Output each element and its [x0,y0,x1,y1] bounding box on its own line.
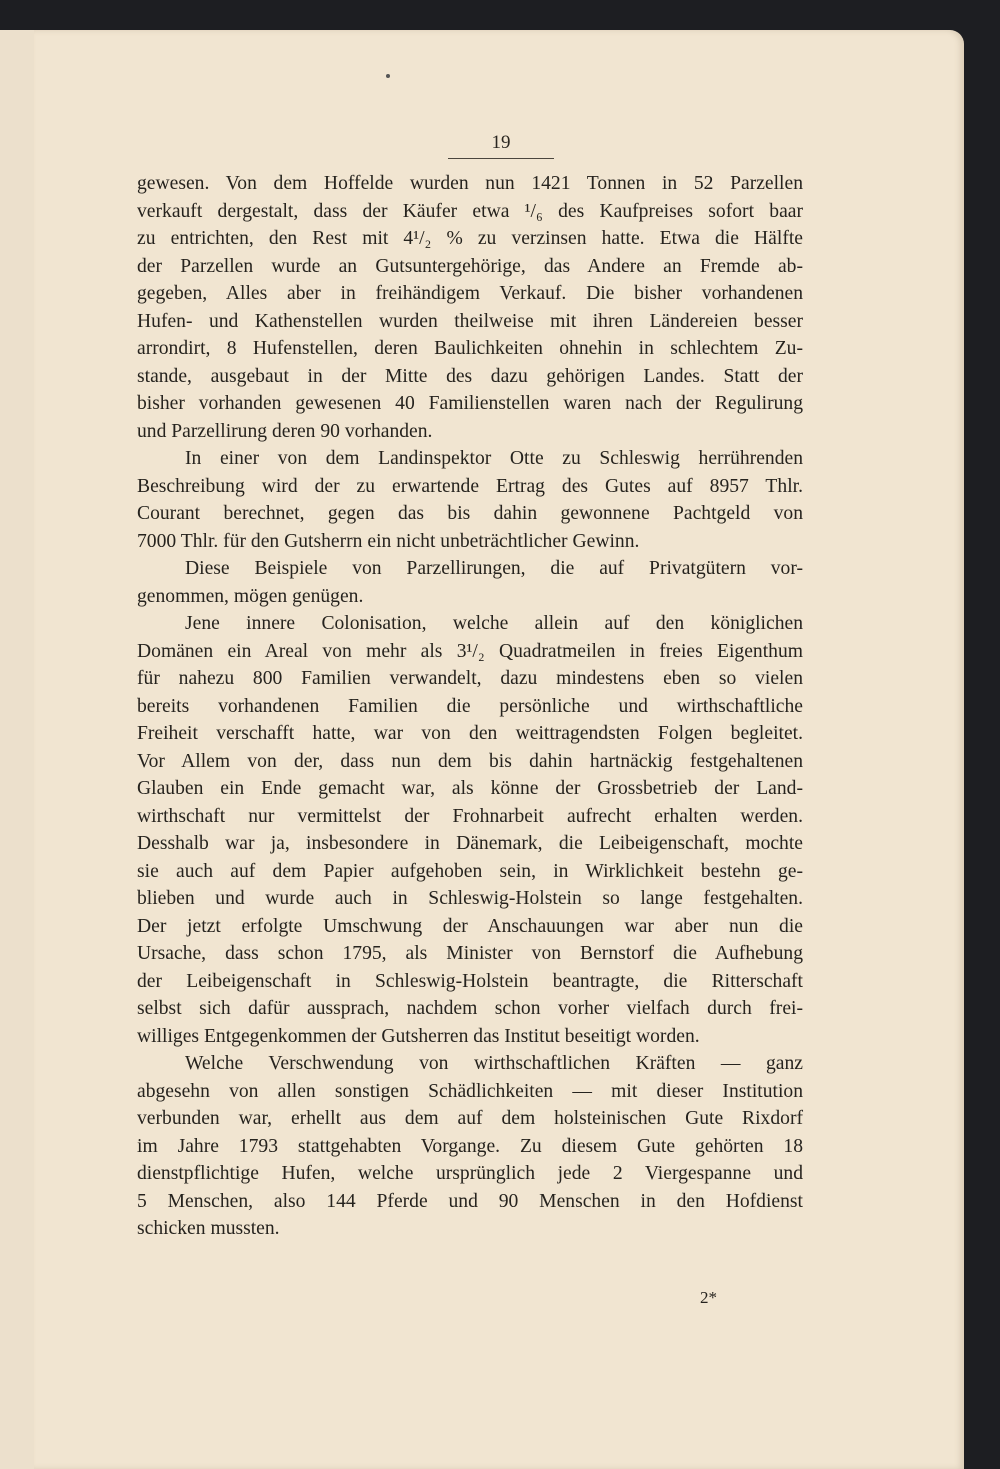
text-line: selbst sich dafür aussprach, nachdem schon vorher vielfach durch frei- [137,998,803,1019]
signature-mark: 2* [700,1288,717,1307]
text-line: Vor Allem von der, dass nun dem bis dahin hartnäckig festgehaltenen [137,750,803,772]
text-line: genommen, mögen genügen. [137,585,364,607]
page-number: 19 [448,132,554,159]
text-line: Welche Verschwendung von wirthschaftlichen Kräften — ganz [185,1053,803,1074]
text-line: und Parzellirung deren 90 vorhanden. [137,420,433,442]
body-text [137,170,803,1243]
text-line: verkauft dergestalt, dass der Käufer etwa ¹/₆ des Kaufpreises sofort baar [137,200,803,222]
text-line: In einer von dem Landinspektor Otte zu Schleswig herrührenden [185,448,803,469]
text-line: Jene innere Colonisation, welche allein auf den königlichen [185,613,803,634]
text-line: Diese Beispiele von Parzellirungen, die auf Privatgütern vor- [185,558,803,579]
text-line: Ursache, dass schon 1795, als Minister von Bernstorf die Aufhebung [137,943,803,964]
text-line: sie auch auf dem Papier aufgehoben sein, in Wirklichkeit bestehn ge- [137,860,803,882]
text-line: gegeben, Alles aber in freihändigem Verkauf. Die bisher vorhandenen [137,283,803,304]
text-line: verbunden war, erhellt aus dem auf dem holsteinischen Gute Rixdorf [137,1108,803,1129]
text-line: Der jetzt erfolgte Umschwung der Anschauungen war aber nun die [137,915,803,937]
text-line: williges Entgegenkommen der Gutsherren das Institut beseitigt worden. [137,1025,700,1047]
text-line: gewesen. Von dem Hoffelde wurden nun 1421 Tonnen in 52 Parzellen [137,173,803,194]
facing-page-edge [0,30,35,1469]
text-line: dienstpflichtige Hufen, welche ursprünglich jede 2 Viergespanne und [137,1163,803,1184]
text-line: schicken mussten. [137,1218,280,1239]
text-line: Beschreibung wird der zu erwartende Ertrag des Gutes auf 8957 Thlr. [137,475,803,497]
text-line: Courant berechnet, gegen das bis dahin gewonnene Pachtgeld von [137,503,803,524]
text-line: im Jahre 1793 stattgehabten Vorgange. Zu diesem Gute gehörten 18 [137,1135,803,1157]
text-line: der Leibeigenschaft in Schleswig-Holstein beantragte, die Ritterschaft [137,970,803,992]
text-line: Freiheit verschafft hatte, war von den weittragendsten Folgen begleitet. [137,723,803,744]
text-line: arrondirt, 8 Hufenstellen, deren Baulichkeiten ohnehin in schlechtem Zu- [137,338,803,359]
text-line: zu entrichten, den Rest mit 4¹/₂ % zu verzinsen hatte. Etwa die Hälfte [137,228,803,249]
text-line: 5 Menschen, also 144 Pferde und 90 Menschen in den Hofdienst [137,1190,803,1212]
text-line: Desshalb war ja, insbesondere in Dänemark, die Leibeigenschaft, mochte [137,833,803,854]
text-line: abgesehn von allen sonstigen Schädlichkeiten — mit dieser Institution [137,1080,803,1102]
text-line: wirthschaft nur vermittelst der Frohnarbeit aufrecht erhalten werden. [137,805,803,827]
ink-speck [386,74,390,78]
book-page [34,30,964,1469]
text-line: blieben und wurde auch in Schleswig-Holstein so lange festgehalten. [137,888,803,909]
text-line: 7000 Thlr. für den Gutsherrn ein nicht unbeträchtlicher Gewinn. [137,530,640,552]
text-line: der Parzellen wurde an Gutsuntergehörige, das Andere an Fremde ab- [137,255,803,277]
text-line: Domänen ein Areal von mehr als 3¹/₂ Quadratmeilen in freies Eigenthum [137,640,803,662]
text-line: für nahezu 800 Familien verwandelt, dazu mindestens eben so vielen [137,668,803,689]
text-line: Hufen- und Kathenstellen wurden theilweise mit ihren Ländereien besser [137,310,803,332]
text-line: bisher vorhanden gewesenen 40 Familienstellen waren nach der Regulirung [137,393,803,414]
text-line: bereits vorhandenen Familien die persönliche und wirthschaftliche [137,695,803,717]
text-line: Glauben ein Ende gemacht war, als könne der Grossbetrieb der Land- [137,778,803,799]
text-line: stande, ausgebaut in der Mitte des dazu gehörigen Landes. Statt der [137,365,803,387]
